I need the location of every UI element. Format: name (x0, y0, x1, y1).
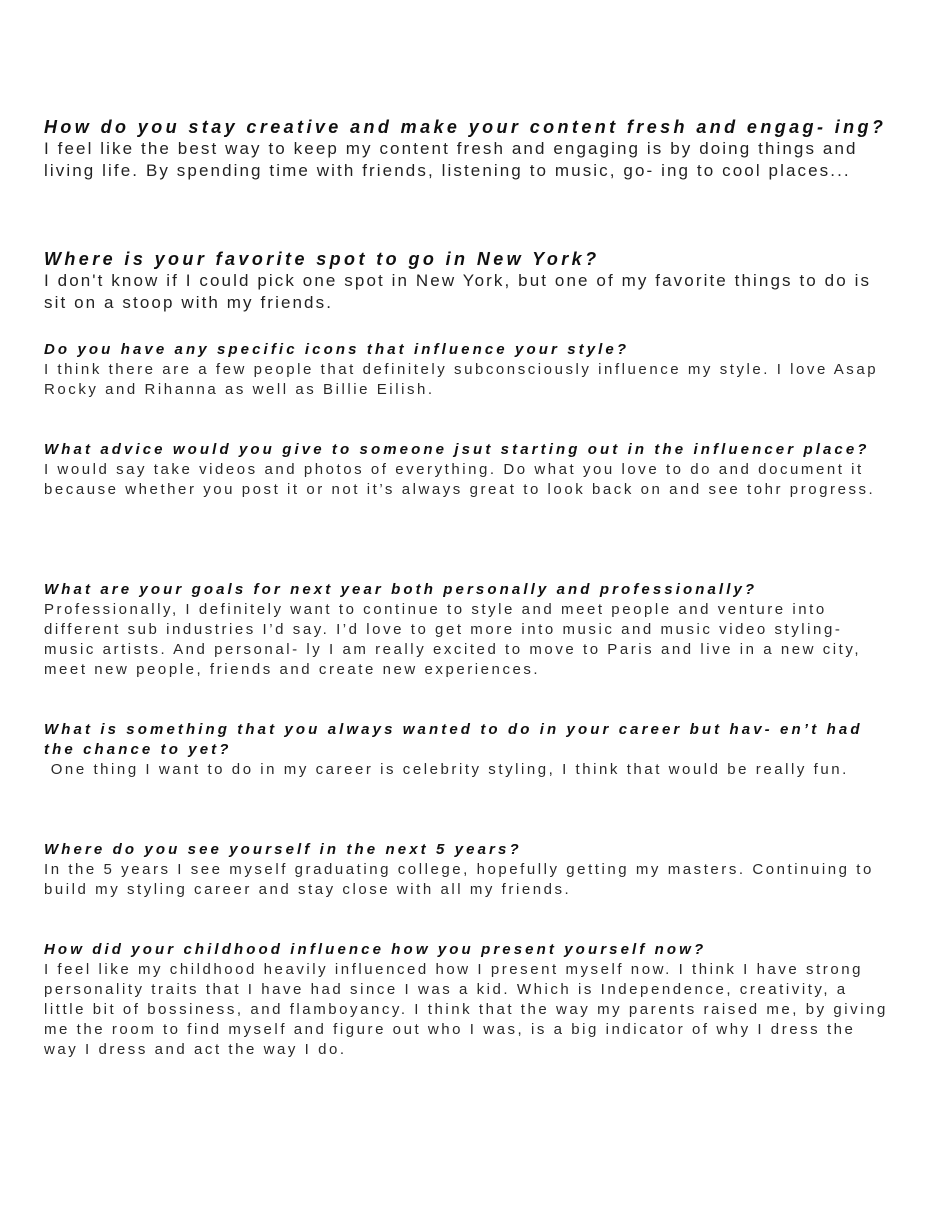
question-heading: What is something that you always wanted to do in your career but hav- en’t had the chance to yet? (44, 721, 863, 758)
answer-text: I think there are a few people that definitely subconsciously influence my style. I love Asap Rocky and Rihanna as well as Billie Eilish. (44, 361, 879, 398)
qa-creativity (44, 116, 894, 182)
answer-text: One thing I want to do in my career is celebrity styling, I think that would be really fun. (44, 761, 849, 778)
qa-childhood (44, 940, 894, 1060)
question-heading: Where do you see yourself in the next 5 years? (44, 841, 522, 858)
qa-advice (44, 440, 894, 500)
question-heading: What are your goals for next year both personally and professionally? (44, 581, 758, 598)
question-heading: What advice would you give to someone jsut starting out in the influencer place? (44, 441, 870, 458)
answer-text: I don't know if I could pick one spot in New York, but one of my favorite things to do is sit on a stoop with my friends. (44, 271, 872, 312)
answer-text: I would say take videos and photos of everything. Do what you love to do and document it because whether you post it or not it’s always great to look back on and see tohr progress. (44, 461, 876, 498)
qa-favorite-spot (44, 248, 894, 314)
question-heading: Do you have any specific icons that influence your style? (44, 341, 630, 358)
answer-text: I feel like my childhood heavily influenced how I present myself now. I think I have strong personality traits that I have had since I was a kid. Which is Independence, creativity, a little bit of bossiness, and flamboyancy. I think that the way my parents raised me, by giving me the room to find myself and figure out who I was, is a big indicator of why I dress the way I dress and act the way I do. (44, 961, 888, 1058)
answer-text: I feel like the best way to keep my content fresh and engaging is by doing things and living life. By spending time with friends, listening to music, go- ing to cool places... (44, 139, 858, 180)
question-heading: How do you stay creative and make your content fresh and engag- ing? (44, 117, 887, 137)
question-heading: How did your childhood influence how you present yourself now? (44, 941, 707, 958)
qa-goals (44, 580, 894, 680)
question-heading: Where is your favorite spot to go in New York? (44, 249, 600, 269)
qa-career-wish (44, 720, 894, 780)
qa-five-years (44, 840, 894, 900)
qa-style-icons (44, 340, 894, 400)
answer-text: Professionally, I definitely want to continue to style and meet people and venture into different sub industries I’d say. I’d love to get more into music and music video styling- music artists. And personal- ly I am really excited to move to Paris and live in a new city, meet new people, friends and create new experiences. (44, 601, 862, 678)
answer-text: In the 5 years I see myself graduating college, hopefully getting my masters. Continuing to build my styling career and stay close with all my friends. (44, 861, 874, 898)
